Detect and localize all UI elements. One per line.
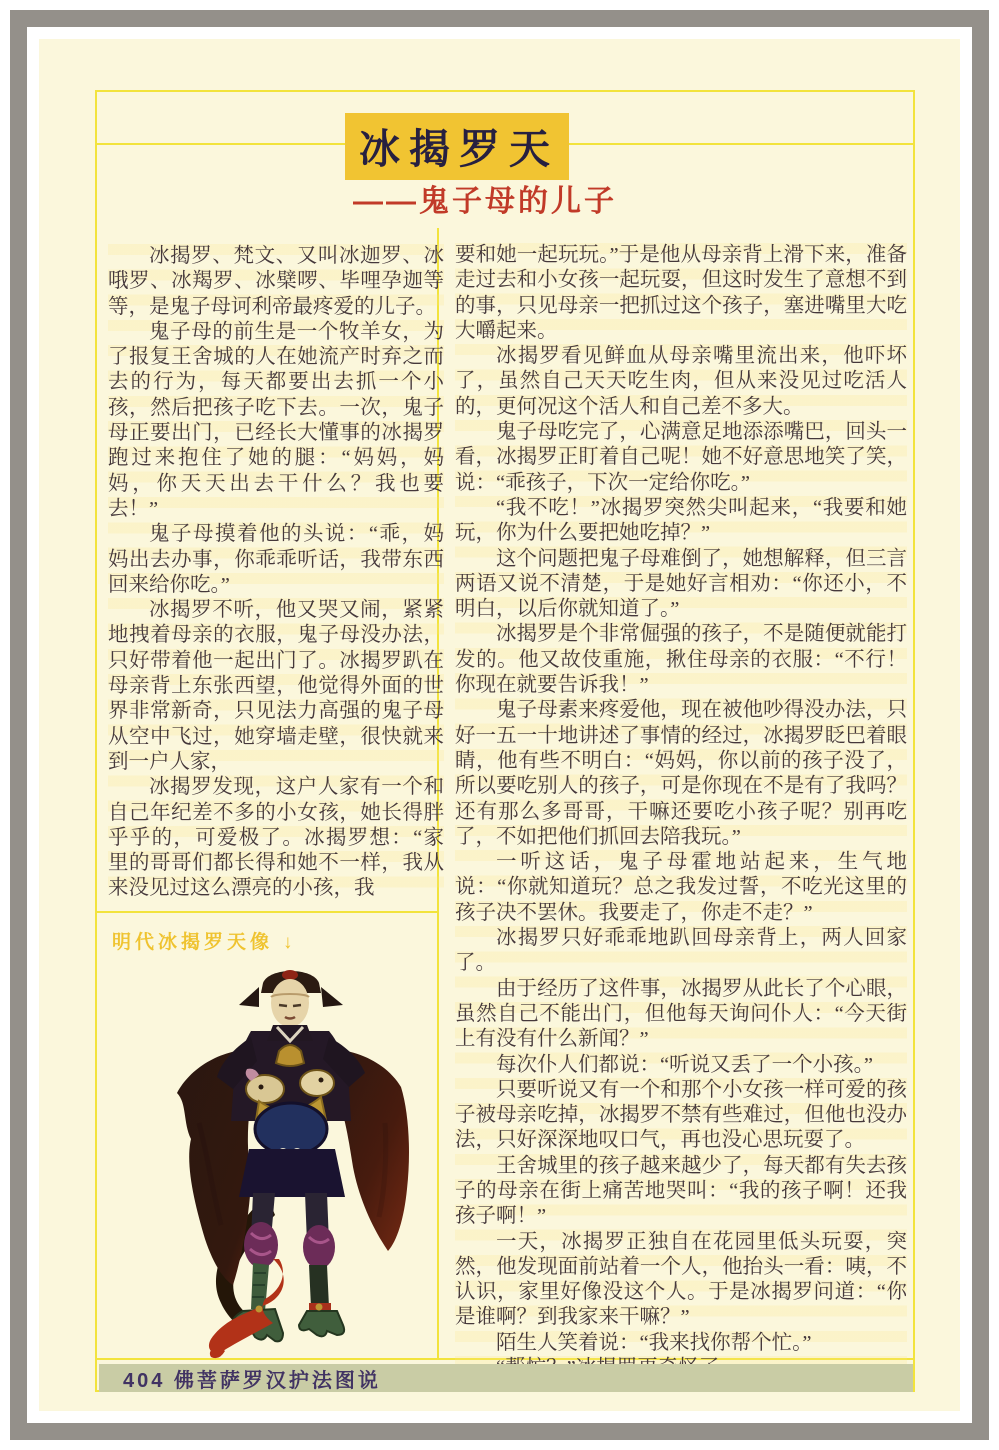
book-page <box>39 39 960 1411</box>
paragraph: “我不吃！”冰揭罗突然尖叫起来，“我要和她玩，你为什么要把她吃掉？” <box>455 496 907 545</box>
paragraph: 要和她一起玩玩。”于是他从母亲背上滑下来，准备走过去和小女孩一起玩耍，但这时发生了意想不到的事，只见母亲一把抓过这个孩子，塞进嘴里大吃大嚼起来。 <box>455 244 907 342</box>
page-title: 冰揭罗天 <box>345 113 569 180</box>
paragraph: 冰揭罗看见鲜血从母亲嘴里流出来，他吓坏了，虽然自己天天吃生肉，但从来没见过吃活人的，更何况这个活人和自己差不多大。 <box>455 345 907 418</box>
paragraph: 一天，冰揭罗正独自在花园里低头玩耍，突然，他发现面前站着一个人，他抬头一看：咦，不认识，家里好像没这个人。于是冰揭罗问道：“你是谁啊？到我家来干嘛？” <box>455 1230 907 1329</box>
paragraph: 每次仆人们都说：“听说又丢了一个小孩。” <box>496 1053 873 1076</box>
right-text-column <box>455 243 907 1381</box>
left-text-column <box>108 244 444 902</box>
paragraph: 只要听说又有一个和那个小女孩一样可爱的孩子被母亲吃掉，冰揭罗不禁有些难过，但他也没办法，只好深深地叹口气，再也没心思玩耍了。 <box>455 1078 907 1152</box>
left-column-bottom-rule <box>95 911 439 913</box>
footer-bar <box>99 1364 913 1392</box>
paragraph: 鬼子母吃完了，心满意足地添添嘴巴，回头一看，冰揭罗正盯着自己呢！她不好意思地笑了笑，说：“乖孩子，下次一定给你吃。” <box>455 421 907 494</box>
paragraph: 王舍城里的孩子越来越少了，每天都有失去孩子的母亲在街上痛苦地哭叫：“我的孩子啊！还我孩子啊！” <box>455 1154 907 1228</box>
paragraph: 这个问题把鬼子母难倒了，她想解释，但三言两语又说不清楚，于是她好言相劝：“你还小，不明白，以后你就知道了。” <box>455 547 907 621</box>
paragraph: 冰揭罗只好乖乖地趴回母亲背上，两人回家了。 <box>455 927 907 975</box>
paragraph: 冰揭罗不听，他又哭又闹，紧紧地拽着母亲的衣服，鬼子母没办法，只好带着他一起出门了。冰揭罗趴在母亲背上东张西望，他觉得外面的世界非常新奇，只见法力高强的鬼子母从空中飞过，她穿墙走壁，很快就来到一户人家， <box>108 599 444 773</box>
paragraph: 陌生人笑着说：“我来找你帮个忙。” <box>496 1331 812 1354</box>
paragraph: 鬼子母素来疼爱他，现在被他吵得没办法，只好一五一十地讲述了事情的经过，冰揭罗眨巴着眼睛，他有些不明白：“妈妈，你以前的孩子没了，所以要吃别人的孩子，可是你现在不是有了我吗？还有那么多哥哥，干嘛还要吃小孩子呢？别再吃了，不如把他们抓回去陪我玩。” <box>455 699 907 848</box>
paragraph: 冰揭罗发现，这户人家有一个和自己年纪差不多的小女孩，她长得胖乎乎的，可爱极了。冰揭罗想：“家里的哥哥们都长得和她不一样，我从来没见过这么漂亮的小孩，我 <box>108 776 444 900</box>
figure-caption-text: 明代冰揭罗天像 <box>112 932 274 953</box>
footer-page-info: 404 佛菩萨罗汉护法图说 <box>123 1369 381 1392</box>
paragraph: 鬼子母的前生是一个牧羊女，为了报复王舍城的人在她流产时弃之而去的行为，每天都要出去抓一个小孩，然后把孩子吃下去。一次，鬼子母正要出门，已经长大懂事的冰揭罗跑过来抱住了她的腿：“妈妈，妈妈，你天天出去干什么？我也要去！” <box>108 320 444 520</box>
statue-illustration <box>147 953 433 1369</box>
paragraph: 冰揭罗是个非常倔强的孩子，不是随便就能打发的。他又故伎重施，揪住母亲的衣服：“不行！你现在就要告诉我！” <box>455 623 907 697</box>
page-subtitle: ——鬼子母的儿子 <box>353 185 617 218</box>
down-arrow-icon: ↓ <box>283 932 293 953</box>
paragraph: 冰揭罗、梵文、又叫冰迦罗、冰哦罗、冰羯罗、冰檗啰、毕哩孕迦等等，是鬼子母诃利帝最疼爱的儿子。 <box>108 245 444 318</box>
figure-caption <box>112 927 293 954</box>
paragraph: 鬼子母摸着他的头说：“乖，妈妈出去办事，你乖乖听话，我带东西回来给你吃。” <box>108 523 444 596</box>
paragraph: 一听这话，鬼子母霍地站起来，生气地说：“你就知道玩？总之我发过誓，不吃光这里的孩子决不罢休。我要走了，你走不走？” <box>455 851 907 924</box>
paragraph: 由于经历了这件事，冰揭罗从此长了个心眼，虽然自己不能出门，但他每天询问仆人：“今天街上有没有什么新闻？” <box>455 977 907 1051</box>
